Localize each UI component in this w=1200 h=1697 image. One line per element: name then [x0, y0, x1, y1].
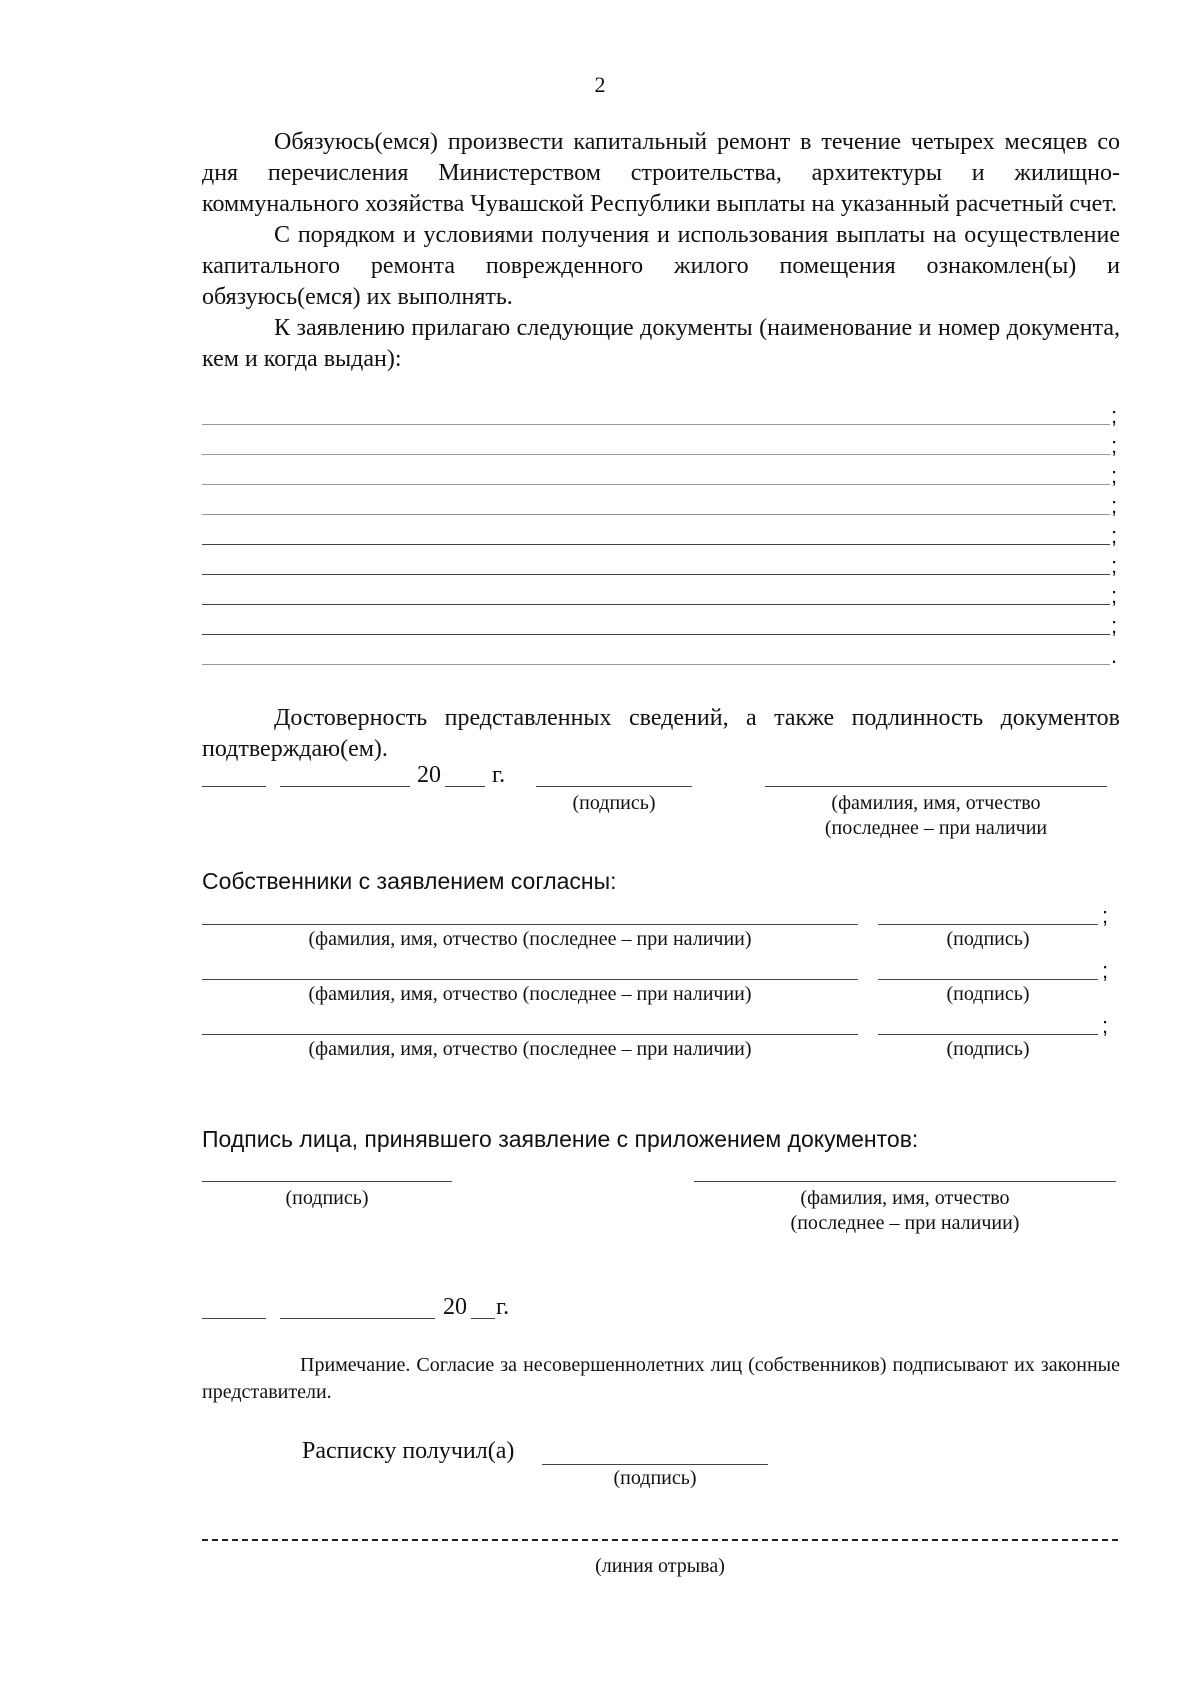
line-semicolon: ;	[1111, 523, 1118, 548]
note	[202, 1352, 1120, 1406]
receipt-label: Расписку получил(а)	[302, 1438, 515, 1464]
owner-signature-field[interactable]	[878, 924, 1098, 925]
receiver-name-field[interactable]	[694, 1181, 1116, 1182]
body-text	[202, 127, 1120, 375]
paragraph-attachments: К заявлению прилагаю следующие документы (наименование и номер документа, кем и когда выдан):	[202, 315, 1120, 372]
signature-caption: (подпись)	[572, 792, 656, 814]
document-line[interactable]	[202, 634, 1110, 635]
page-number: 2	[594, 72, 606, 97]
name-caption-line2: (последнее – при наличии	[824, 817, 1048, 839]
owner-name-field[interactable]	[202, 924, 858, 925]
receiver-signature-caption: (подпись)	[285, 1187, 369, 1209]
line-semicolon: ;	[1111, 463, 1118, 488]
line-semicolon: ;	[1111, 553, 1118, 578]
owner-name-field[interactable]	[202, 1034, 858, 1035]
document-line[interactable]	[202, 454, 1110, 455]
owner-signature-field[interactable]	[878, 1034, 1098, 1035]
receiver-name-caption-line2: (последнее – при наличии)	[790, 1212, 1020, 1234]
date-month-field[interactable]	[280, 1318, 435, 1319]
signature-field[interactable]	[536, 786, 692, 787]
owner-name-field[interactable]	[202, 979, 858, 980]
document-line[interactable]	[202, 574, 1110, 575]
name-caption-line1: (фамилия, имя, отчество	[831, 792, 1041, 814]
owner-semicolon: ;	[1102, 1013, 1109, 1038]
year-prefix: 20	[417, 762, 441, 788]
date-day-field[interactable]	[202, 1318, 266, 1319]
authenticity-text: Достоверность представленных сведений, а также подлинность документов подтверждаю(ем).	[202, 705, 1120, 762]
paragraph-obligation: Обязуюсь(емся) произвести капитальный ремонт в течение четырех месяцев со дня перечисления Министерством строительства, архитектуры и жилищно-коммунального хозяйства Чувашской Республики выплаты на указанный расчетный счет.	[202, 129, 1120, 217]
note-text: Примечание. Согласие за несовершеннолетних лиц (собственников) подписывают их законные представители.	[202, 1354, 1120, 1403]
document-line[interactable]	[202, 664, 1110, 665]
owner-semicolon: ;	[1102, 958, 1109, 983]
year-suffix: г.	[496, 1294, 510, 1320]
date-year-field[interactable]	[445, 786, 485, 787]
date-month-field[interactable]	[280, 786, 410, 787]
document-line[interactable]	[202, 544, 1110, 545]
receiver-name-caption-line1: (фамилия, имя, отчество	[800, 1187, 1010, 1209]
line-semicolon: ;	[1111, 613, 1118, 638]
line-semicolon: ;	[1111, 403, 1118, 428]
full-name-field[interactable]	[765, 786, 1107, 787]
owner-name-caption: (фамилия, имя, отчество (последнее – при наличии)	[308, 983, 752, 1005]
receiver-signature-field[interactable]	[202, 1181, 452, 1182]
owner-signature-caption: (подпись)	[946, 928, 1030, 950]
receiver-title: Подпись лица, принявшего заявление с приложением документов:	[202, 1126, 919, 1152]
owner-name-caption: (фамилия, имя, отчество (последнее – при наличии)	[308, 928, 752, 950]
owner-signature-field[interactable]	[878, 979, 1098, 980]
line-semicolon: ;	[1111, 433, 1118, 458]
document-line[interactable]	[202, 604, 1110, 605]
owner-semicolon: ;	[1102, 903, 1109, 928]
document-line[interactable]	[202, 424, 1110, 425]
owner-signature-caption: (подпись)	[946, 1038, 1030, 1060]
owner-name-caption: (фамилия, имя, отчество (последнее – при наличии)	[308, 1038, 752, 1060]
tear-line-caption: (линия отрыва)	[595, 1555, 725, 1577]
authenticity-statement	[202, 703, 1120, 765]
paragraph-terms: С порядком и условиями получения и использования выплаты на осуществление капитального ремонта поврежденного жилого помещения ознакомлен(ы) и обязуюсь(емся) их выполнять.	[202, 222, 1120, 310]
year-prefix: 20	[443, 1294, 467, 1320]
line-semicolon: ;	[1111, 583, 1118, 608]
owner-signature-caption: (подпись)	[946, 983, 1030, 1005]
date-year-field[interactable]	[471, 1318, 495, 1319]
document-line[interactable]	[202, 484, 1110, 485]
date-day-field[interactable]	[202, 786, 266, 787]
tear-line	[202, 1539, 1118, 1541]
document-line[interactable]	[202, 514, 1110, 515]
owners-title: Собственники с заявлением согласны:	[202, 868, 617, 894]
year-suffix: г.	[492, 762, 506, 788]
receipt-signature-caption: (подпись)	[613, 1467, 697, 1489]
line-period: .	[1111, 643, 1118, 668]
receipt-signature-field[interactable]	[542, 1464, 768, 1465]
line-semicolon: ;	[1111, 493, 1118, 518]
